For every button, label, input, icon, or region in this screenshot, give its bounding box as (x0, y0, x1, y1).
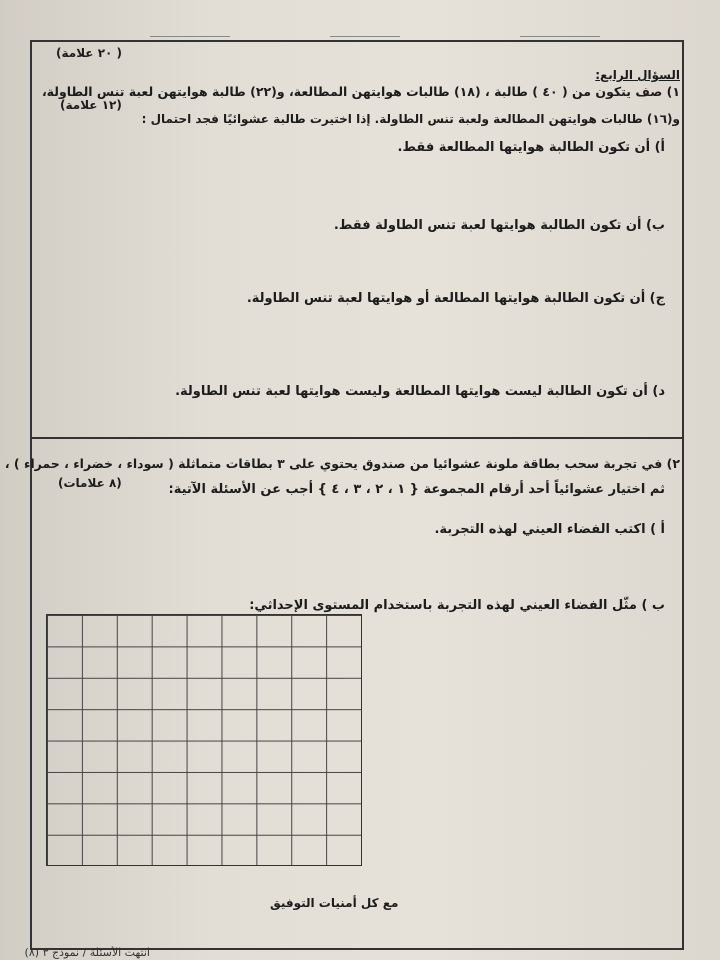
q2-line1: ٢) في تجربة سحب بطاقة ملونة عشوائيا من صندوق يحتوي على ٣ بطاقات متماثلة ( سوداء ، خضراء ، حمراء ) ، (4, 456, 680, 471)
section-divider (30, 437, 684, 439)
q1-line2: و(١٦) طالبات هوايتهن المطالعة ولعبة تنس الطاولة. إذا اختيرت طالبة عشوائيًا فجد احتمال : (141, 112, 680, 126)
q1-part-a: أ) أن تكون الطالبة هوايتها المطالعة فقط. (397, 140, 665, 155)
q2-part-a: أ ) اكتب الفضاء العيني لهذه التجربة. (434, 522, 665, 537)
top-rule (150, 36, 230, 37)
top-rule (330, 36, 400, 37)
q1-part-b: ب) أن تكون الطالبة هوايتها لعبة تنس الطاولة فقط. (333, 218, 665, 233)
coordinate-grid (46, 614, 362, 866)
q2-line2: ثم اختيار عشوائياً أحد أرقام المجموعة { ١ ، ٢ ، ٣ ، ٤ } أجب عن الأسئلة الآتية: (168, 482, 665, 497)
q1-line1: ١) صف يتكون من ( ٤٠ ) طالبة ، (١٨) طالبات هوايتهن المطالعة، و(٢٢) طالبة هوايتهن لعبة تنس الطاولة، (41, 84, 680, 99)
q1-part-d: د) أن تكون الطالبة ليست هوايتها المطالعة وليست هوايتها لعبة تنس الطاولة. (175, 384, 665, 399)
page-footer: انتهت الأسئلة / نموذج ٣ (٨) (24, 946, 150, 959)
q1-marks: (١٢ علامة) (60, 98, 122, 112)
q2-marks: (٨ علامات) (58, 476, 122, 490)
closing-note: مع كل أمنيات التوفيق (270, 896, 399, 910)
q1-part-c: ج) أن تكون الطالبة هوايتها المطالعة أو هوايتها لعبة تنس الطاولة. (246, 291, 665, 306)
top-rule (520, 36, 600, 37)
q4-header: السؤال الرابع: (595, 68, 680, 82)
q2-part-b: ب ) مثّل الفضاء العيني لهذه التجربة باستخدام المستوى الإحداثي: (249, 598, 665, 613)
q4-total-marks: ( ٢٠ علامة) (56, 46, 123, 60)
